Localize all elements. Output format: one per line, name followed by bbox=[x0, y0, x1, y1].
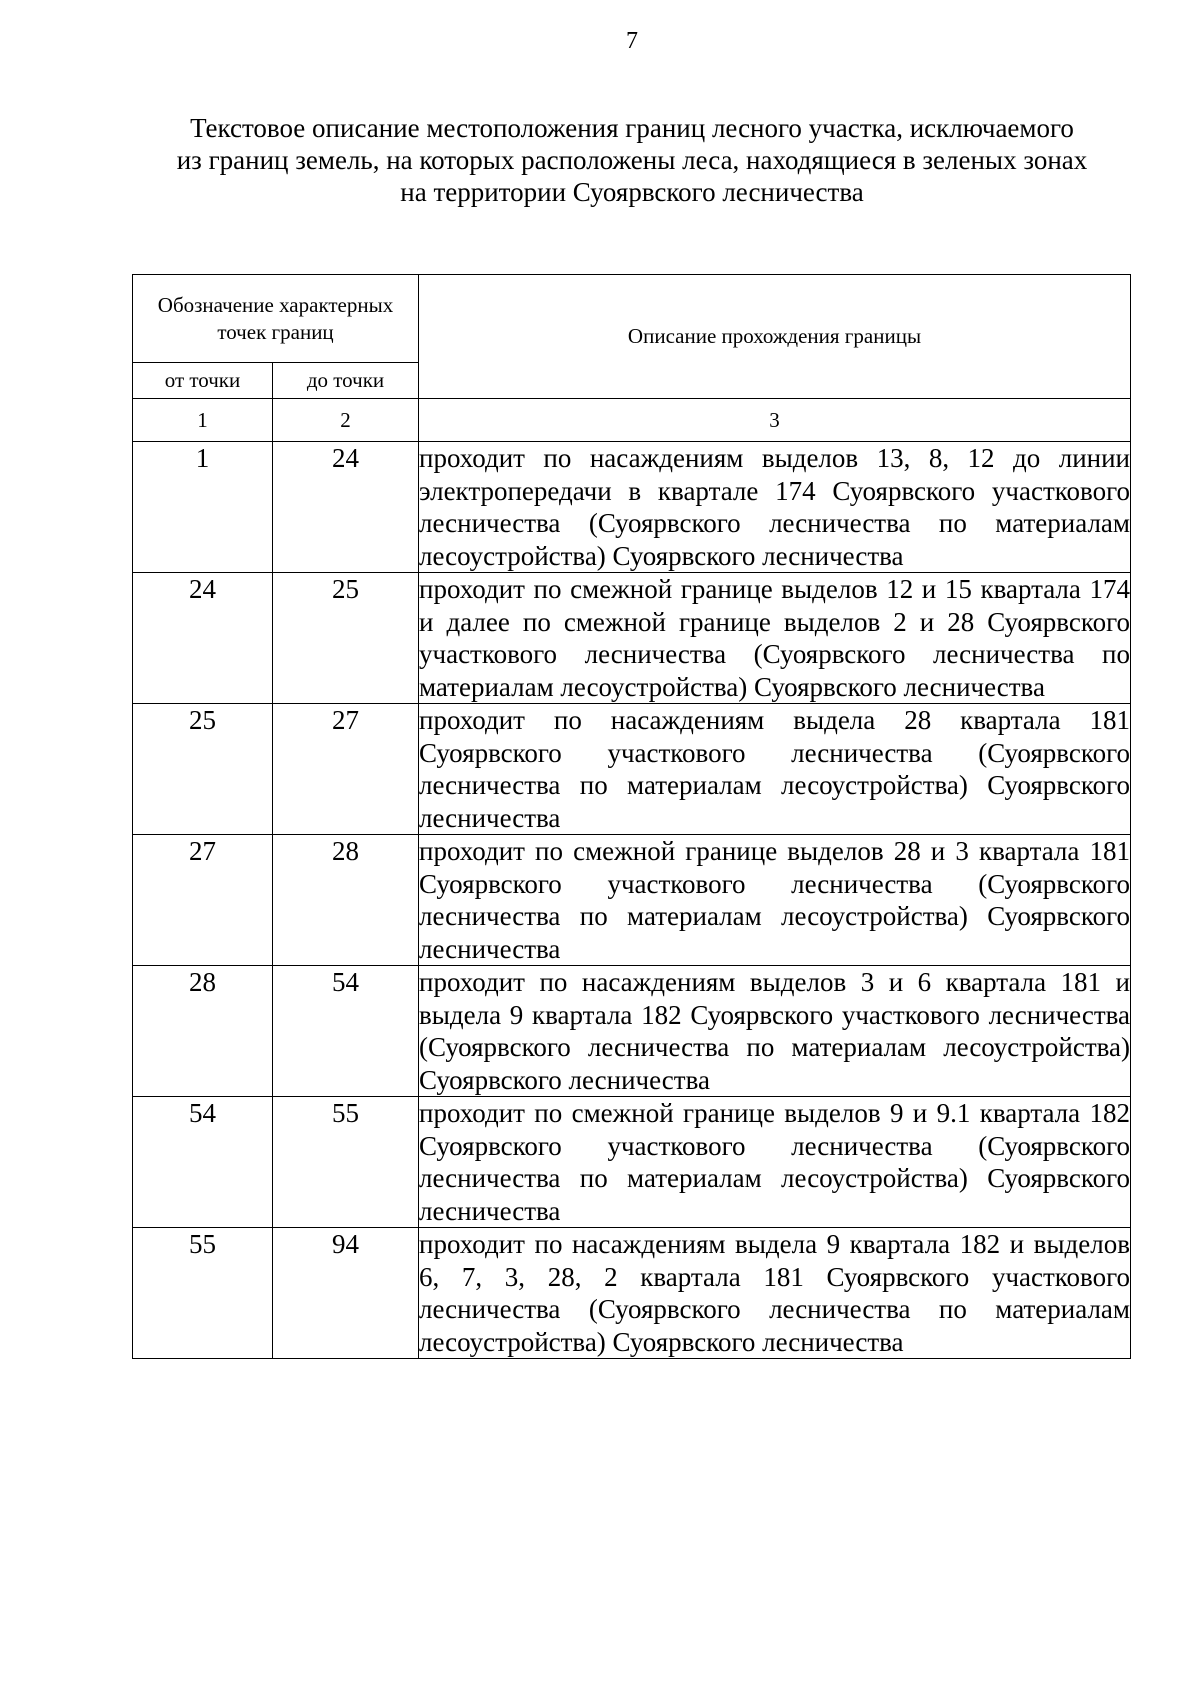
table-header bbox=[133, 275, 1131, 442]
table-row bbox=[133, 835, 1131, 966]
from-point-cell: 28 bbox=[133, 966, 273, 1097]
table-row bbox=[133, 1228, 1131, 1359]
header-designation-text: Обозначение характерных точек границ bbox=[157, 292, 394, 344]
to-point-cell: 24 bbox=[273, 442, 419, 573]
from-point-cell: 1 bbox=[133, 442, 273, 573]
description-cell: проходит по насаждениям выделов 3 и 6 квартала 181 и выдела 9 квартала 182 Суоярвского участкового лесничества (Суоярвского лесничества по материалам лесоустройства) Суоярвского лесничества bbox=[419, 967, 1130, 1095]
page-number: 7 bbox=[626, 28, 638, 54]
header-col-2-number: 2 bbox=[273, 399, 419, 442]
table-row bbox=[133, 704, 1131, 835]
table-body bbox=[133, 442, 1131, 1359]
from-point-cell: 54 bbox=[133, 1097, 273, 1228]
from-point-cell: 25 bbox=[133, 704, 273, 835]
description-cell: проходит по смежной границе выделов 28 и 3 квартала 181 Суоярвского участкового лесничества (Суоярвского лесничества по материалам лесоустройства) Суоярвского лесничества bbox=[419, 836, 1130, 964]
header-from-point: от точки bbox=[133, 363, 273, 399]
description-cell: проходит по смежной границе выделов 9 и 9.1 квартала 182 Суоярвского участкового лесничества (Суоярвского лесничества по материалам лесоустройства) Суоярвского лесничества bbox=[419, 1098, 1130, 1226]
document-title bbox=[0, 112, 1200, 208]
from-point-cell: 55 bbox=[133, 1228, 273, 1359]
description-cell: проходит по насаждениям выделов 13, 8, 12 до линии электропередачи в квартале 174 Суоярвского участкового лесничества (Суоярвского лесничества по материалам лесоустройства) Суоярвского лесничества bbox=[419, 443, 1130, 571]
to-point-cell: 54 bbox=[273, 966, 419, 1097]
table-row bbox=[133, 1097, 1131, 1228]
from-point-cell: 27 bbox=[133, 835, 273, 966]
description-cell: проходит по смежной границе выделов 12 и 15 квартала 174 и далее по смежной границе выделов 2 и 28 Суоярвского участкового лесничества (Суоярвского лесничества по материалам лесоустройства) Суоярвского лесничества bbox=[419, 574, 1130, 702]
to-point-cell: 94 bbox=[273, 1228, 419, 1359]
header-col-3-number: 3 bbox=[419, 399, 1131, 442]
description-cell: проходит по насаждениям выдела 9 квартала 182 и выделов 6, 7, 3, 28, 2 квартала 181 Суоярвского участкового лесничества (Суоярвского лесничества по материалам лесоустройства) Суоярвского лесничества bbox=[419, 1229, 1130, 1357]
title-line-3: на территории Суоярвского лесничества bbox=[400, 177, 864, 207]
title-line-2: из границ земель, на которых расположены леса, находящиеся в зеленых зонах bbox=[176, 145, 1088, 175]
table-row bbox=[133, 966, 1131, 1097]
header-to-point: до точки bbox=[273, 363, 419, 399]
from-point-cell: 24 bbox=[133, 573, 273, 704]
header-designation bbox=[133, 275, 419, 363]
table-row bbox=[133, 442, 1131, 573]
header-description: Описание прохождения границы bbox=[419, 275, 1131, 399]
table-row bbox=[133, 573, 1131, 704]
to-point-cell: 27 bbox=[273, 704, 419, 835]
title-line-1: Текстовое описание местоположения границ лесного участка, исключаемого bbox=[190, 113, 1074, 143]
description-cell: проходит по насаждениям выдела 28 квартала 181 Суоярвского участкового лесничества (Суоярвского лесничества по материалам лесоустройства) Суоярвского лесничества bbox=[419, 705, 1130, 833]
to-point-cell: 28 bbox=[273, 835, 419, 966]
to-point-cell: 25 bbox=[273, 573, 419, 704]
boundary-table bbox=[132, 274, 1131, 1359]
to-point-cell: 55 bbox=[273, 1097, 419, 1228]
header-col-1-number: 1 bbox=[133, 399, 273, 442]
